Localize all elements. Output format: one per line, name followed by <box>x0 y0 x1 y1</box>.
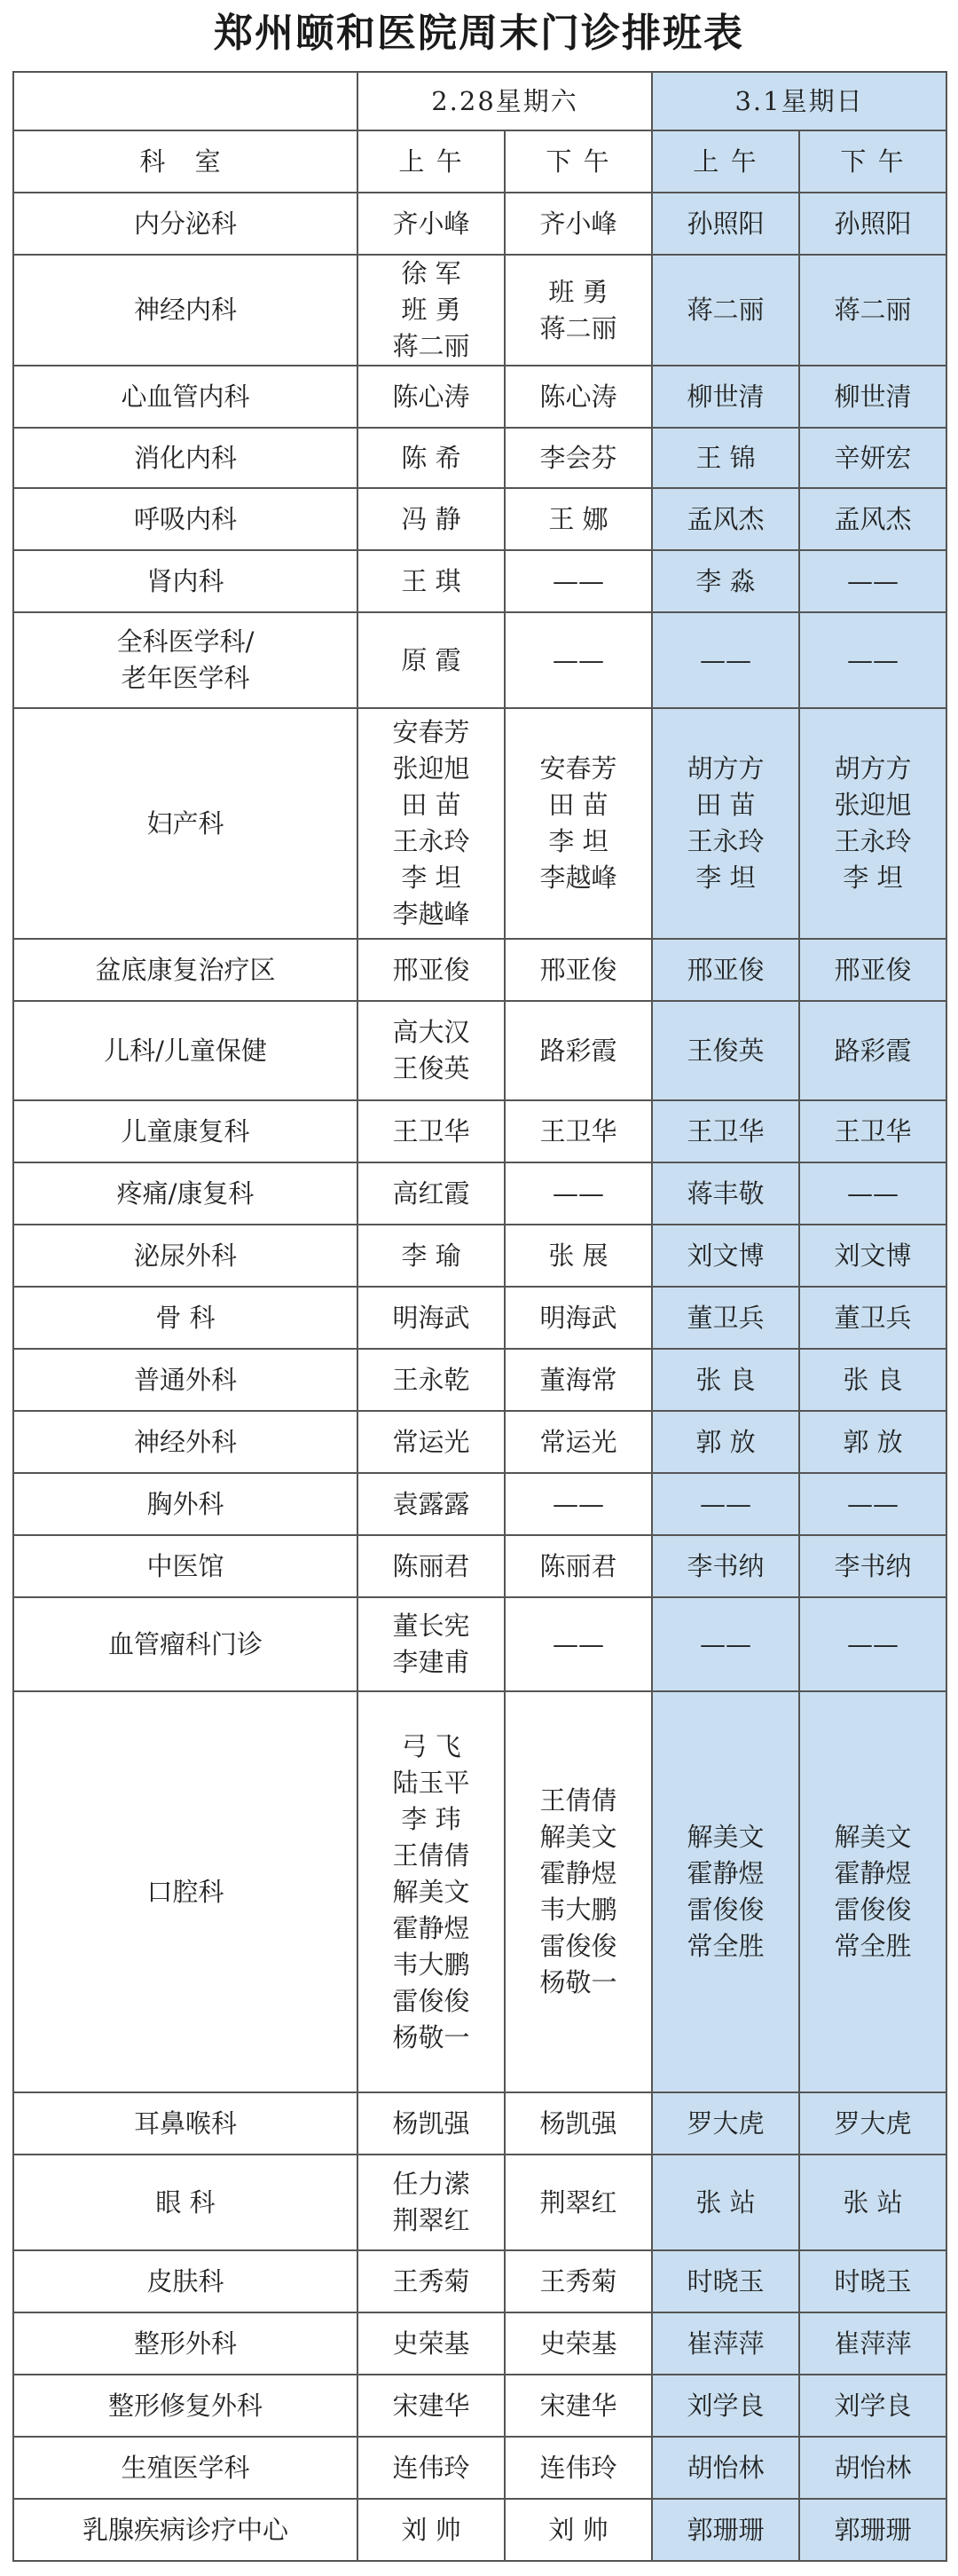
doctor-cell-sat-pm: 李会芬 <box>505 428 652 488</box>
table-row <box>13 2092 946 2155</box>
doctor-cell-sat-am: 弓 飞 陆玉平 李 玮 王倩倩 解美文 霍静煜 韦大鹏 雷俊俊 杨敬一 <box>357 1691 505 2092</box>
doctor-cell-sun-am: 李书纳 <box>652 1535 799 1597</box>
department-cell: 疼痛/康复科 <box>13 1162 357 1225</box>
department-cell: 盆底康复治疗区 <box>13 939 357 1001</box>
doctor-cell-sun-pm: 刘学良 <box>799 2375 946 2437</box>
department-cell: 血管瘤科门诊 <box>13 1597 357 1691</box>
doctor-cell-sat-am: 王卫华 <box>357 1100 505 1162</box>
department-cell: 耳鼻喉科 <box>13 2092 357 2155</box>
doctor-cell-sun-pm: 时晓玉 <box>799 2250 946 2312</box>
doctor-cell-sat-am: 宋建华 <box>357 2375 505 2437</box>
department-cell: 骨 科 <box>13 1287 357 1349</box>
doctor-cell-sat-am: 陈 希 <box>357 428 505 488</box>
doctor-cell-sat-am: 李 瑜 <box>357 1225 505 1287</box>
doctor-cell-sat-pm: 常运光 <box>505 1411 652 1473</box>
department-cell: 呼吸内科 <box>13 488 357 550</box>
doctor-cell-sun-pm: 郭珊珊 <box>799 2499 946 2561</box>
doctor-cell-sat-am: 王秀菊 <box>357 2250 505 2312</box>
table-row <box>13 1001 946 1100</box>
period-header-row <box>13 130 946 193</box>
table-row <box>13 255 946 366</box>
doctor-cell-sat-am: 齐小峰 <box>357 193 505 255</box>
doctor-cell-sun-am: 张 站 <box>652 2155 799 2250</box>
doctor-cell-sun-pm: 邢亚俊 <box>799 939 946 1001</box>
department-cell: 眼 科 <box>13 2155 357 2250</box>
doctor-cell-sun-pm: 张 良 <box>799 1349 946 1411</box>
table-row <box>13 488 946 550</box>
table-row <box>13 1411 946 1473</box>
department-cell: 口腔科 <box>13 1691 357 2092</box>
doctor-cell-sat-am: 安春芳 张迎旭 田 苗 王永玲 李 坦 李越峰 <box>357 708 505 939</box>
doctor-cell-sat-pm: —— <box>505 1473 652 1535</box>
doctor-cell-sun-pm: 路彩霞 <box>799 1001 946 1100</box>
doctor-cell-sat-am: 董长宪 李建甫 <box>357 1597 505 1691</box>
doctor-cell-sun-am: 王 锦 <box>652 428 799 488</box>
table-row <box>13 193 946 255</box>
doctor-cell-sat-am: 冯 静 <box>357 488 505 550</box>
doctor-cell-sat-am: 杨凯强 <box>357 2092 505 2155</box>
department-cell: 儿童康复科 <box>13 1100 357 1162</box>
department-cell: 内分泌科 <box>13 193 357 255</box>
doctor-cell-sat-pm: 齐小峰 <box>505 193 652 255</box>
doctor-cell-sun-am: 张 良 <box>652 1349 799 1411</box>
doctor-cell-sun-pm: —— <box>799 1162 946 1225</box>
department-cell: 神经外科 <box>13 1411 357 1473</box>
doctor-cell-sat-pm: 陈丽君 <box>505 1535 652 1597</box>
department-cell: 整形修复外科 <box>13 2375 357 2437</box>
table-row <box>13 1349 946 1411</box>
sun-pm-header: 下 午 <box>799 130 946 193</box>
table-row <box>13 428 946 488</box>
table-row <box>13 1162 946 1225</box>
table-row <box>13 2155 946 2250</box>
doctor-cell-sun-pm: 刘文博 <box>799 1225 946 1287</box>
table-row <box>13 2437 946 2499</box>
doctor-cell-sun-pm: 王卫华 <box>799 1100 946 1162</box>
table-row <box>13 2375 946 2437</box>
department-cell: 皮肤科 <box>13 2250 357 2312</box>
doctor-cell-sat-pm: 王倩倩 解美文 霍静煜 韦大鹏 雷俊俊 杨敬一 <box>505 1691 652 2092</box>
department-cell: 肾内科 <box>13 550 357 612</box>
sat-am-header: 上 午 <box>357 130 505 193</box>
doctor-cell-sun-am: 蒋二丽 <box>652 255 799 366</box>
doctor-cell-sun-pm: 张 站 <box>799 2155 946 2250</box>
doctor-cell-sat-pm: 宋建华 <box>505 2375 652 2437</box>
table-row <box>13 1100 946 1162</box>
saturday-header: 2.28星期六 <box>357 72 652 130</box>
department-cell: 乳腺疾病诊疗中心 <box>13 2499 357 2561</box>
doctor-cell-sun-am: 邢亚俊 <box>652 939 799 1001</box>
doctor-cell-sun-am: 罗大虎 <box>652 2092 799 2155</box>
doctor-cell-sat-am: 史荣基 <box>357 2312 505 2375</box>
table-row <box>13 1691 946 2092</box>
doctor-cell-sun-pm: 胡方方 张迎旭 王永玲 李 坦 <box>799 708 946 939</box>
department-cell: 全科医学科/ 老年医学科 <box>13 612 357 708</box>
doctor-cell-sun-am: 李 淼 <box>652 550 799 612</box>
doctor-cell-sun-pm: 罗大虎 <box>799 2092 946 2155</box>
doctor-cell-sun-pm: —— <box>799 612 946 708</box>
doctor-cell-sun-am: 刘文博 <box>652 1225 799 1287</box>
doctor-cell-sun-am: 柳世清 <box>652 366 799 428</box>
doctor-cell-sat-am: 高大汉 王俊英 <box>357 1001 505 1100</box>
department-cell: 妇产科 <box>13 708 357 939</box>
table-row <box>13 708 946 939</box>
doctor-cell-sat-pm: 路彩霞 <box>505 1001 652 1100</box>
doctor-cell-sun-pm: 孙照阳 <box>799 193 946 255</box>
doctor-cell-sat-am: 高红霞 <box>357 1162 505 1225</box>
doctor-cell-sat-am: 王 琪 <box>357 550 505 612</box>
doctor-cell-sat-pm: 张 展 <box>505 1225 652 1287</box>
doctor-cell-sun-pm: 解美文 霍静煜 雷俊俊 常全胜 <box>799 1691 946 2092</box>
doctor-cell-sat-pm: 王 娜 <box>505 488 652 550</box>
doctor-cell-sat-pm: 杨凯强 <box>505 2092 652 2155</box>
doctor-cell-sun-am: —— <box>652 1473 799 1535</box>
doctor-cell-sat-pm: 明海武 <box>505 1287 652 1349</box>
date-header-row <box>13 72 946 130</box>
doctor-cell-sun-am: 时晓玉 <box>652 2250 799 2312</box>
doctor-cell-sat-pm: 史荣基 <box>505 2312 652 2375</box>
table-row <box>13 1473 946 1535</box>
department-cell: 胸外科 <box>13 1473 357 1535</box>
doctor-cell-sat-am: 连伟玲 <box>357 2437 505 2499</box>
doctor-cell-sat-pm: 王卫华 <box>505 1100 652 1162</box>
doctor-cell-sat-am: 陈心涛 <box>357 366 505 428</box>
doctor-cell-sat-pm: —— <box>505 1597 652 1691</box>
doctor-cell-sun-pm: 胡怡林 <box>799 2437 946 2499</box>
table-row <box>13 1597 946 1691</box>
doctor-cell-sun-am: 王俊英 <box>652 1001 799 1100</box>
sunday-header: 3.1星期日 <box>652 72 946 130</box>
doctor-cell-sat-pm: —— <box>505 612 652 708</box>
doctor-cell-sat-pm: 连伟玲 <box>505 2437 652 2499</box>
table-row <box>13 2250 946 2312</box>
department-cell: 泌尿外科 <box>13 1225 357 1287</box>
doctor-cell-sun-am: 胡方方 田 苗 王永玲 李 坦 <box>652 708 799 939</box>
doctor-cell-sun-am: 郭 放 <box>652 1411 799 1473</box>
doctor-cell-sun-am: —— <box>652 1597 799 1691</box>
sat-pm-header: 下 午 <box>505 130 652 193</box>
table-row <box>13 1287 946 1349</box>
doctor-cell-sat-am: 王永乾 <box>357 1349 505 1411</box>
doctor-cell-sat-am: 袁露露 <box>357 1473 505 1535</box>
doctor-cell-sat-pm: —— <box>505 550 652 612</box>
doctor-cell-sun-am: 崔萍萍 <box>652 2312 799 2375</box>
schedule-table <box>12 71 947 2562</box>
doctor-cell-sat-am: 邢亚俊 <box>357 939 505 1001</box>
doctor-cell-sun-pm: 孟风杰 <box>799 488 946 550</box>
schedule-body <box>13 193 946 2561</box>
doctor-cell-sun-pm: —— <box>799 1473 946 1535</box>
department-header: 科 室 <box>13 130 357 193</box>
doctor-cell-sun-pm: 崔萍萍 <box>799 2312 946 2375</box>
doctor-cell-sun-am: —— <box>652 612 799 708</box>
doctor-cell-sun-am: 解美文 霍静煜 雷俊俊 常全胜 <box>652 1691 799 2092</box>
department-cell: 儿科/儿童保健 <box>13 1001 357 1100</box>
table-row <box>13 2312 946 2375</box>
doctor-cell-sat-pm: 荆翠红 <box>505 2155 652 2250</box>
table-row <box>13 1225 946 1287</box>
table-row <box>13 612 946 708</box>
doctor-cell-sun-am: 郭珊珊 <box>652 2499 799 2561</box>
doctor-cell-sun-pm: 柳世清 <box>799 366 946 428</box>
department-cell: 整形外科 <box>13 2312 357 2375</box>
doctor-cell-sat-am: 明海武 <box>357 1287 505 1349</box>
doctor-cell-sat-am: 陈丽君 <box>357 1535 505 1597</box>
corner-cell <box>13 72 357 130</box>
doctor-cell-sat-pm: 董海常 <box>505 1349 652 1411</box>
page-title: 郑州颐和医院周末门诊排班表 <box>214 11 744 56</box>
doctor-cell-sat-am: 常运光 <box>357 1411 505 1473</box>
department-cell: 生殖医学科 <box>13 2437 357 2499</box>
doctor-cell-sun-pm: —— <box>799 1597 946 1691</box>
doctor-cell-sat-pm: 刘 帅 <box>505 2499 652 2561</box>
doctor-cell-sat-pm: 班 勇 蒋二丽 <box>505 255 652 366</box>
department-cell: 神经内科 <box>13 255 357 366</box>
table-row <box>13 550 946 612</box>
doctor-cell-sat-pm: 安春芳 田 苗 李 坦 李越峰 <box>505 708 652 939</box>
doctor-cell-sun-pm: 郭 放 <box>799 1411 946 1473</box>
doctor-cell-sun-pm: —— <box>799 550 946 612</box>
doctor-cell-sat-am: 徐 军 班 勇 蒋二丽 <box>357 255 505 366</box>
table-row <box>13 366 946 428</box>
doctor-cell-sun-am: 董卫兵 <box>652 1287 799 1349</box>
doctor-cell-sat-pm: 陈心涛 <box>505 366 652 428</box>
doctor-cell-sat-pm: 王秀菊 <box>505 2250 652 2312</box>
doctor-cell-sun-pm: 蒋二丽 <box>799 255 946 366</box>
doctor-cell-sun-am: 刘学良 <box>652 2375 799 2437</box>
doctor-cell-sat-am: 刘 帅 <box>357 2499 505 2561</box>
table-row <box>13 2499 946 2561</box>
doctor-cell-sat-pm: 邢亚俊 <box>505 939 652 1001</box>
department-cell: 普通外科 <box>13 1349 357 1411</box>
doctor-cell-sun-am: 蒋丰敬 <box>652 1162 799 1225</box>
department-cell: 消化内科 <box>13 428 357 488</box>
sun-am-header: 上 午 <box>652 130 799 193</box>
doctor-cell-sun-pm: 董卫兵 <box>799 1287 946 1349</box>
doctor-cell-sun-am: 胡怡林 <box>652 2437 799 2499</box>
department-cell: 中医馆 <box>13 1535 357 1597</box>
doctor-cell-sat-am: 原 霞 <box>357 612 505 708</box>
doctor-cell-sun-pm: 李书纳 <box>799 1535 946 1597</box>
doctor-cell-sun-pm: 辛妍宏 <box>799 428 946 488</box>
doctor-cell-sat-pm: —— <box>505 1162 652 1225</box>
department-cell: 心血管内科 <box>13 366 357 428</box>
table-row <box>13 939 946 1001</box>
doctor-cell-sun-am: 王卫华 <box>652 1100 799 1162</box>
doctor-cell-sat-am: 任力潆 荆翠红 <box>357 2155 505 2250</box>
doctor-cell-sun-am: 孟风杰 <box>652 488 799 550</box>
table-row <box>13 1535 946 1597</box>
doctor-cell-sun-am: 孙照阳 <box>652 193 799 255</box>
